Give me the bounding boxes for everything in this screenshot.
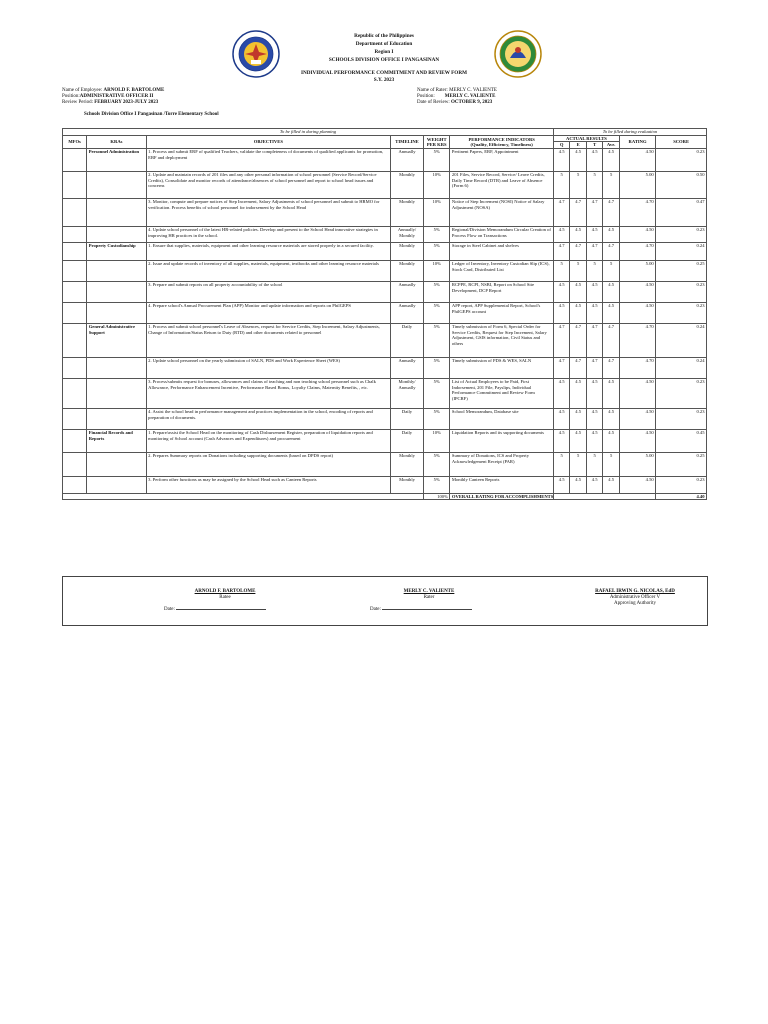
indicator-cell: Regional/Division Memorandum Circular Creation of Process Flow on Transactions (450, 226, 553, 242)
employee-position-label: Position: (62, 94, 80, 100)
t-cell: 4.7 (586, 357, 603, 378)
rating-cell: 4.50 (619, 281, 655, 302)
ave-cell: 4.5 (603, 408, 620, 429)
rating-cell: 4.50 (619, 302, 655, 323)
e-cell: 4.5 (570, 148, 587, 171)
q-cell: 4.5 (553, 476, 570, 493)
kra-cell (87, 357, 146, 378)
rating-cell: 4.70 (619, 242, 655, 260)
kra-cell (87, 408, 146, 429)
kra-cell (87, 476, 146, 493)
timeline-cell: Daily (391, 323, 424, 357)
total-score: 4.40 (656, 493, 707, 499)
kra-cell: General Administrative Support (87, 323, 146, 357)
score-cell: 0.24 (656, 242, 707, 260)
e-cell: 4.5 (570, 408, 587, 429)
mfo-cell (63, 429, 87, 452)
timeline-cell: Daily (391, 408, 424, 429)
rating-cell: 4.50 (619, 378, 655, 408)
objective-cell: 1. Process and submit ERF of qualified Teachers, validate the completeness of documents of qualified applicants for promotion, ERF and deployment (146, 148, 390, 171)
rating-cell: 4.50 (619, 429, 655, 452)
ratee-date-line (176, 605, 266, 610)
q-cell: 5 (553, 452, 570, 476)
header-indicators (450, 136, 553, 149)
timeline-cell: Monthly (391, 260, 424, 281)
score-cell: 0.23 (656, 281, 707, 302)
objective-cell: 3. Monitor, compute and prepare notices of Step Increment, Salary Adjustments of school personnel and submit to HRMO for verification. Process benefits of school personnel for indorsement by the School Head (146, 198, 390, 226)
timeline-cell: Monthly (391, 242, 424, 260)
approver-signature (570, 589, 700, 607)
e-cell: 4.5 (570, 429, 587, 452)
indicator-cell: Timely submission of Form 6, Special Order for Service Credits, Request for Step Increment, Salary Adjustment, GSIS information, Civil Status and others (450, 323, 553, 357)
ave-cell: 4.5 (603, 302, 620, 323)
ave-cell: 4.5 (603, 378, 620, 408)
score-cell: 0.23 (656, 408, 707, 429)
ave-cell: 5 (603, 260, 620, 281)
q-cell: 4.5 (553, 281, 570, 302)
review-period-label: Review Period: (62, 100, 93, 106)
school-year: S.Y. 2023 (373, 77, 395, 83)
kra-cell (87, 281, 146, 302)
q-cell: 5 (553, 260, 570, 281)
weight-cell: 10% (424, 260, 450, 281)
weight-cell: 5% (424, 378, 450, 408)
e-cell: 4.5 (570, 226, 587, 242)
planning-caption: To be filled in during planning (63, 129, 554, 136)
timeline-cell: Monthly/ Annually (391, 378, 424, 408)
weight-cell: 5% (424, 476, 450, 493)
header-e: E (570, 142, 587, 148)
header-score: SCORE (656, 136, 707, 149)
e-cell: 4.7 (570, 323, 587, 357)
weight-cell: 5% (424, 323, 450, 357)
e-cell: 4.7 (570, 198, 587, 226)
t-cell: 4.7 (586, 242, 603, 260)
table-row (63, 148, 707, 171)
ratee-name: ARNOLD F. BARTOLOME (194, 589, 256, 594)
table-row (63, 378, 707, 408)
e-cell: 4.5 (570, 302, 587, 323)
mfo-cell (63, 452, 87, 476)
indicator-cell: Liquidation Reports and its supporting documents (450, 429, 553, 452)
employee-info (62, 88, 164, 107)
t-cell: 4.5 (586, 408, 603, 429)
mfo-cell (63, 476, 87, 493)
agency-header (250, 32, 518, 64)
total-spacer (553, 493, 655, 499)
ave-cell: 5 (603, 171, 620, 198)
weight-cell: 5% (424, 452, 450, 476)
approver-role2: Approving Authority (613, 601, 657, 606)
header-mfo: MFOs (63, 136, 87, 149)
weight-cell: 5% (424, 281, 450, 302)
t-cell: 4.7 (586, 198, 603, 226)
objective-cell: 2. Update and maintain records of 201 files and any other personal information of school personnel (Service Record/Service Credits), Consolidate and monitor records of attendance/absences of school personnel and report to school head issues and concerns (146, 171, 390, 198)
kra-cell: Financial Records and Reports (87, 429, 146, 452)
indicator-cell: Pertinent Papers, ERF, Appointment (450, 148, 553, 171)
e-cell: 4.5 (570, 281, 587, 302)
indicator-cell: List of Actual Employees to be Paid, First Indorsement, 201 File, Payslips, Individual Performance Commitment and Review Form (IPCRF) (450, 378, 553, 408)
t-cell: 5 (586, 171, 603, 198)
indicator-cell: APP report, APP Supplemental Report, School's PhilGEPS account (450, 302, 553, 323)
employee-office: Schools Division Office I Pangasinan /Torre Elementary School (84, 112, 219, 117)
header-indicators-sub: (Quality, Efficiency, Timeliness) (470, 141, 533, 147)
t-cell: 4.5 (586, 476, 603, 493)
weight-cell: 5% (424, 408, 450, 429)
ave-cell: 5 (603, 452, 620, 476)
weight-cell: 10% (424, 198, 450, 226)
timeline-cell: Daily (391, 429, 424, 452)
employee-position: ADMINISTRATIVE OFFICER II (79, 94, 154, 100)
objective-cell: 2. Update school personnel on the yearly submission of SALN, PDS and Work Experience Sheet (WES) (146, 357, 390, 378)
score-cell: 0.23 (656, 378, 707, 408)
mfo-cell (63, 226, 87, 242)
ave-cell: 4.5 (603, 476, 620, 493)
mfo-cell (63, 408, 87, 429)
rating-cell: 4.70 (619, 357, 655, 378)
weight-cell: 5% (424, 357, 450, 378)
kra-cell (87, 198, 146, 226)
q-cell: 4.5 (553, 148, 570, 171)
kra-cell (87, 260, 146, 281)
t-cell: 5 (586, 452, 603, 476)
e-cell: 4.7 (570, 242, 587, 260)
caption-row (63, 129, 707, 136)
mfo-cell (63, 378, 87, 408)
total-spacer (63, 493, 424, 499)
ave-cell: 4.7 (603, 198, 620, 226)
employee-name: ARNOLD F. BARTOLOME (103, 88, 165, 93)
table-row (63, 357, 707, 378)
indicator-cell: Timely submission of PDS & WES, SALN (450, 357, 553, 378)
table-row (63, 408, 707, 429)
weight-cell: 5% (424, 242, 450, 260)
score-cell: 0.23 (656, 148, 707, 171)
score-cell: 0.23 (656, 302, 707, 323)
e-cell: 5 (570, 171, 587, 198)
ave-cell: 4.7 (603, 323, 620, 357)
q-cell: 4.5 (553, 226, 570, 242)
review-period: FEBRUARY 2023-JULY 2023 (94, 100, 159, 106)
table-row (63, 281, 707, 302)
table-row (63, 429, 707, 452)
header-line: Republic of the Philippines (354, 33, 414, 39)
objective-cell: 2. Prepares Summary reports on Donations including supporting documents (based on DPDS report) (146, 452, 390, 476)
indicator-cell: Monthly Canteen Reports (450, 476, 553, 493)
kra-cell (87, 378, 146, 408)
indicator-cell: School Memorandum, Database site (450, 408, 553, 429)
table-row (63, 452, 707, 476)
header-ave: Ave. (603, 142, 620, 148)
weight-cell: 5% (424, 226, 450, 242)
timeline-cell: Monthly (391, 198, 424, 226)
header-actual-results: ACTUAL RESULTS (553, 136, 619, 142)
ave-cell: 4.7 (603, 357, 620, 378)
e-cell: 4.7 (570, 357, 587, 378)
rating-cell: 4.50 (619, 476, 655, 493)
score-cell: 0.47 (656, 198, 707, 226)
employee-name-label: Name of Employee: (62, 88, 103, 93)
q-cell: 4.7 (553, 323, 570, 357)
objective-cell: 1. Prepare/assist the School Head on the monitoring of Cash Disbursement Register, preparation of liquidation reports and monitoring of School account (Cash Advances and Expenditures) and procurement (146, 429, 390, 452)
ipcrf-table (62, 128, 707, 500)
t-cell: 5 (586, 260, 603, 281)
score-cell: 0.25 (656, 260, 707, 281)
kra-cell: Property Custodianship (87, 242, 146, 260)
header-weight: WEIGHT PER KRS (424, 136, 450, 149)
timeline-cell: Monthly (391, 476, 424, 493)
table-row (63, 198, 707, 226)
table-row (63, 323, 707, 357)
rater-date-line (382, 605, 472, 610)
score-cell: 0.24 (656, 323, 707, 357)
t-cell: 4.5 (586, 148, 603, 171)
q-cell: 4.7 (553, 242, 570, 260)
q-cell: 4.7 (553, 198, 570, 226)
approver-name: RAFAEL IRWIN G. NICOLAS, EdD (595, 589, 675, 594)
rater-position-label: Position: (417, 94, 435, 100)
objective-cell: 4. Prepare school's Annual Procurement Plan (APP) Monitor and update information and reports on PhilGEPS (146, 302, 390, 323)
total-row (63, 493, 707, 499)
score-cell: 0.23 (656, 476, 707, 493)
e-cell: 5 (570, 260, 587, 281)
mfo-cell (63, 357, 87, 378)
rating-cell: 4.70 (619, 198, 655, 226)
q-cell: 4.5 (553, 429, 570, 452)
rating-cell: 4.70 (619, 323, 655, 357)
q-cell: 5 (553, 171, 570, 198)
header-objectives: OBJECTIVES (146, 136, 390, 149)
total-weight: 100% (424, 493, 450, 499)
objective-cell: 3. Process/submits request for bonuses, allowances and claims of teaching and non teaching school personnel such as Chalk Allowance, Performance Enhancement Incentive, Performance Based Bonus, Loyalty Claims, Maternity Benefits, , etc. (146, 378, 390, 408)
kra-cell (87, 171, 146, 198)
rating-cell: 4.50 (619, 148, 655, 171)
kra-cell (87, 226, 146, 242)
rater-signature (364, 589, 494, 601)
approver-role: Administrative Officer V (609, 595, 661, 600)
form-title (200, 70, 568, 84)
e-cell: 4.5 (570, 378, 587, 408)
table-row (63, 260, 707, 281)
mfo-cell (63, 171, 87, 198)
objective-cell: 2. Issue and update records of inventory of all supplies, materials, equipment, textbooks and other learning resource materials (146, 260, 390, 281)
indicator-cell: RCPPE, RCPI, NSBI, Report on School Site Development, DCP Report (450, 281, 553, 302)
header-q: Q (553, 142, 570, 148)
mfo-cell (63, 323, 87, 357)
header-line: SCHOOLS DIVISION OFFICE I PANGASINAN (328, 57, 440, 63)
table-row (63, 226, 707, 242)
timeline-cell: Annually (391, 357, 424, 378)
weight-cell: 10% (424, 429, 450, 452)
t-cell: 4.5 (586, 378, 603, 408)
q-cell: 4.5 (553, 408, 570, 429)
table-row (63, 476, 707, 493)
weight-cell: 5% (424, 148, 450, 171)
table-row (63, 302, 707, 323)
indicator-cell: Summary of Donations, ICS and Property Acknowledgement Receipt (PAR) (450, 452, 553, 476)
kra-cell: Personnel Administration (87, 148, 146, 171)
form-title-text: INDIVIDUAL PERFORMANCE COMMITMENT AND REVIEW FORM (301, 70, 467, 76)
score-cell: 0.23 (656, 226, 707, 242)
ratee-date (164, 605, 266, 612)
indicator-cell: Ledger of Inventory, Inventory Custodian Slip (ICS), Stock Card, Distributed List (450, 260, 553, 281)
ratee-role: Ratee (219, 595, 231, 600)
objective-cell: 4. Update school personnel of the latest HR-related policies. Develop and present to the School Head innovative strategies in improving HR practices in the school. (146, 226, 390, 242)
q-cell: 4.5 (553, 302, 570, 323)
objective-cell: 3. Prepare and submit reports on all property accountability of the school (146, 281, 390, 302)
objective-cell: 1. Process and submit school personnel's Leave of Absences, request for Service Credits, Step Increment, Salary Adjustments, Change of Information/Status Return to Duty (RTD) and other documents related to personnel (146, 323, 390, 357)
timeline-cell: Annually (391, 281, 424, 302)
objective-cell: 4. Assist the school head in performance management and practices implementation in the school, encoding of reports and preparation of documents. (146, 408, 390, 429)
header-t: T (586, 142, 603, 148)
t-cell: 4.5 (586, 226, 603, 242)
timeline-cell: Annually (391, 302, 424, 323)
table-row (63, 242, 707, 260)
indicator-cell: Storage in Steel Cabinet and shelves (450, 242, 553, 260)
mfo-cell (63, 260, 87, 281)
total-label: OVERALL RATING FOR ACCOMPLISHMENTS (451, 493, 554, 499)
weight-cell: 5% (424, 302, 450, 323)
t-cell: 4.5 (586, 281, 603, 302)
mfo-cell (63, 302, 87, 323)
kra-cell (87, 452, 146, 476)
table-row (63, 171, 707, 198)
weight-cell: 10% (424, 171, 450, 198)
mfo-cell (63, 242, 87, 260)
header-kra: KRAs (87, 136, 146, 149)
q-cell: 4.5 (553, 378, 570, 408)
header-indicators-title: PERFORMANCE INDICATORS (468, 136, 535, 142)
rater-date (370, 605, 472, 612)
ave-cell: 4.5 (603, 429, 620, 452)
rating-cell: 4.50 (619, 408, 655, 429)
score-cell: 0.45 (656, 429, 707, 452)
mfo-cell (63, 148, 87, 171)
objective-cell: 1. Ensure that supplies, materials, equipment and other learning resource materials are stored properly in a secured facility. (146, 242, 390, 260)
score-cell: 0.24 (656, 357, 707, 378)
review-date: OCTOBER 9, 2023 (451, 100, 493, 106)
rating-cell: 5.00 (619, 452, 655, 476)
t-cell: 4.7 (586, 323, 603, 357)
rating-cell: 5.00 (619, 171, 655, 198)
header-rating: RATING (619, 136, 655, 149)
rater-name-label: Name of Rater: (417, 88, 448, 93)
q-cell: 4.7 (553, 357, 570, 378)
timeline-cell: Monthly (391, 452, 424, 476)
rater-sign-name: MERLY C. VALIENTE (403, 589, 455, 594)
rater-name: MERLY C. VALIENTE (449, 88, 497, 93)
ave-cell: 4.5 (603, 281, 620, 302)
indicator-cell: 201 Files, Service Record, Service/ Leave Credits, Daily Time Record (DTR) and Leave of Absence (Form 6) (450, 171, 553, 198)
ave-cell: 4.7 (603, 242, 620, 260)
ave-cell: 4.5 (603, 226, 620, 242)
timeline-cell: Monthly (391, 171, 424, 198)
header-line: Department of Education (355, 41, 413, 47)
e-cell: 4.5 (570, 476, 587, 493)
rating-cell: 4.50 (619, 226, 655, 242)
rater-sign-role: Rater (423, 595, 435, 600)
ave-cell: 4.5 (603, 148, 620, 171)
evaluation-caption: To be filled during evaluation (553, 129, 706, 136)
header-line: Region I (374, 49, 394, 55)
rater-info (417, 88, 497, 107)
t-cell: 4.5 (586, 302, 603, 323)
review-date-label: Date of Review: (417, 100, 450, 106)
t-cell: 4.5 (586, 429, 603, 452)
score-cell: 0.50 (656, 171, 707, 198)
indicator-cell: Notice of Step Increment (NOSI) Notice of Salary Adjustment (NOSA) (450, 198, 553, 226)
timeline-cell: Annually/ Monthly (391, 226, 424, 242)
objective-cell: 3. Perform other functions as may be assigned by the School Head such as Canteen Reports (146, 476, 390, 493)
mfo-cell (63, 198, 87, 226)
e-cell: 5 (570, 452, 587, 476)
score-cell: 0.25 (656, 452, 707, 476)
mfo-cell (63, 281, 87, 302)
rater-position: MERLY C. VALIENTE (444, 94, 496, 100)
ratee-signature (160, 589, 290, 601)
ratee-date-label: Date: (164, 607, 175, 612)
kra-cell (87, 302, 146, 323)
rater-date-label: Date: (370, 607, 381, 612)
header-timeline: TIMELINE (391, 136, 424, 149)
rating-cell: 5.00 (619, 260, 655, 281)
timeline-cell: Annually (391, 148, 424, 171)
